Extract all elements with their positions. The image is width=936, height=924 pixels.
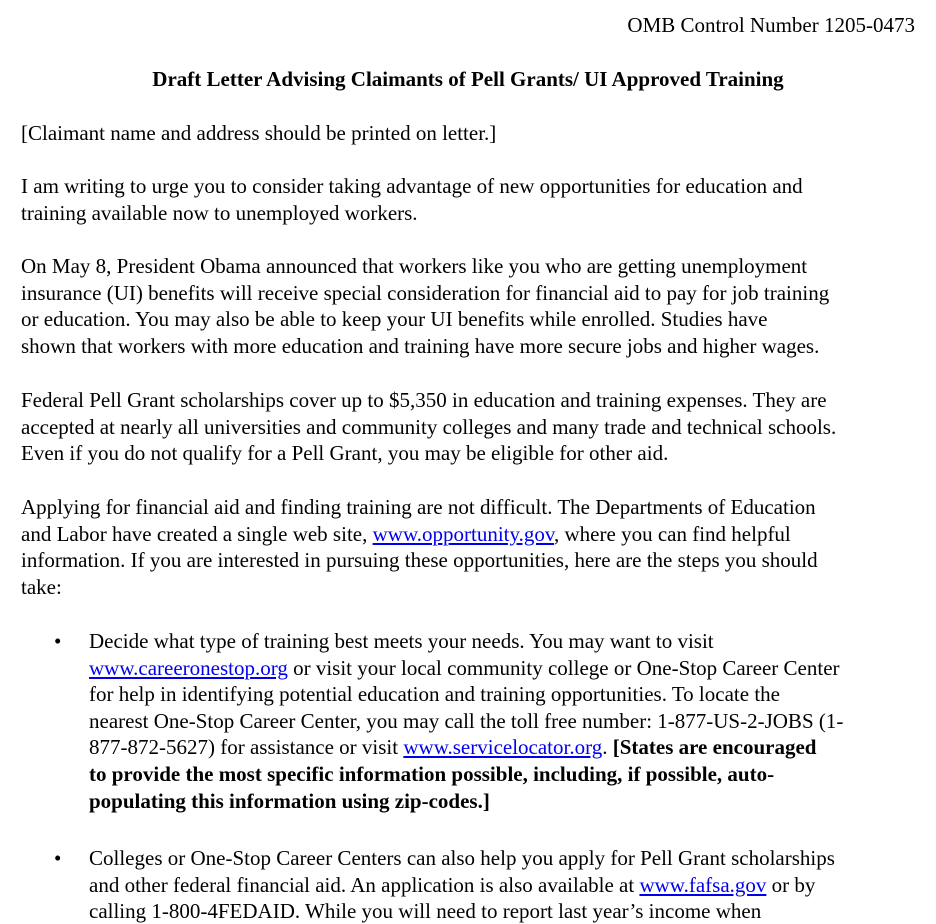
claimant-note-text: [Claimant name and address should be printed on letter.] — [21, 121, 497, 145]
paragraph-intro — [21, 173, 921, 226]
servicelocator-link[interactable]: www.servicelocator.org — [403, 735, 603, 760]
omb-control-number: OMB Control Number 1205-0473 — [627, 13, 915, 37]
paragraph-line: information. If you are interested in pursuing these opportunities, here are the steps you should — [21, 548, 818, 573]
paragraph-line: insurance (UI) benefits will receive special consideration for financial aid to pay for job training — [21, 280, 830, 305]
paragraph-line: take: — [21, 574, 62, 599]
bullet-line: Colleges or One-Stop Career Centers can also help you apply for Pell Grant scholarships — [89, 846, 835, 870]
paragraph-line — [21, 521, 921, 548]
opportunity-gov-link[interactable]: www.opportunity.gov — [372, 521, 555, 546]
text-segment: or visit your local community college or One-Stop Career Center — [287, 655, 840, 680]
bullet-line-bold: to provide the most specific information possible, including, if possible, auto- — [89, 761, 775, 786]
bullet-line — [89, 655, 919, 682]
text-segment: . — [602, 735, 613, 760]
paragraph-line: shown that workers with more education and training have more secure jobs and higher wages. — [21, 333, 820, 358]
paragraph-pell-grant — [21, 387, 921, 467]
paragraph-line: or education. You may also be able to keep your UI benefits while enrolled. Studies have — [21, 307, 768, 332]
paragraph-line: training available now to unemployed workers. — [21, 200, 418, 225]
paragraph-announcement — [21, 253, 921, 359]
paragraph-line: accepted at nearly all universities and community colleges and many trade and technical schools. — [21, 414, 837, 439]
bullet-item-training — [89, 628, 919, 814]
bullet-line-bold: populating this information using zip-codes.] — [89, 788, 490, 813]
fafsa-link[interactable]: www.fafsa.gov — [639, 872, 767, 897]
paragraph-line: Applying for financial aid and finding training are not difficult. The Departments of Education — [21, 495, 816, 519]
bullet-line: for help in identifying potential education and training opportunities. To locate the — [89, 682, 780, 707]
text-segment: 877-872-5627) for assistance or visit — [89, 735, 404, 760]
bullet-line: calling 1-800-4FEDAID. While you will need to report last year’s income when — [89, 899, 762, 924]
text-segment: and Labor have created a single web site, — [21, 521, 373, 546]
text-segment: , where you can find helpful — [554, 521, 791, 546]
paragraph-applying — [21, 494, 921, 600]
paragraph-line: On May 8, President Obama announced that workers like you who are getting unemployment — [21, 254, 808, 278]
bullet-item-financial-aid — [89, 845, 919, 924]
bullet-icon: • — [54, 846, 62, 870]
paragraph-line: Federal Pell Grant scholarships cover up to $5,350 in education and training expenses. They are — [21, 388, 827, 412]
bullet-line: Decide what type of training best meets your needs. You may want to visit — [89, 629, 714, 653]
text-segment: or by — [766, 872, 816, 897]
claimant-note — [21, 120, 921, 147]
bullet-line: nearest One-Stop Career Center, you may call the toll free number: 1-877-US-2-JOBS (1- — [89, 708, 844, 733]
bullet-icon: • — [54, 629, 62, 653]
states-note-bold: [States are encouraged — [612, 735, 817, 760]
document-title: Draft Letter Advising Claimants of Pell Grants/ UI Approved Training — [152, 67, 784, 91]
paragraph-line: I am writing to urge you to consider taking advantage of new opportunities for education and — [21, 174, 803, 198]
bullet-line — [89, 872, 919, 899]
paragraph-line: Even if you do not qualify for a Pell Grant, you may be eligible for other aid. — [21, 441, 669, 466]
bullet-line — [89, 734, 919, 761]
careeronestop-link[interactable]: www.careeronestop.org — [89, 655, 288, 680]
text-segment: and other federal financial aid. An application is also available at — [89, 872, 640, 897]
